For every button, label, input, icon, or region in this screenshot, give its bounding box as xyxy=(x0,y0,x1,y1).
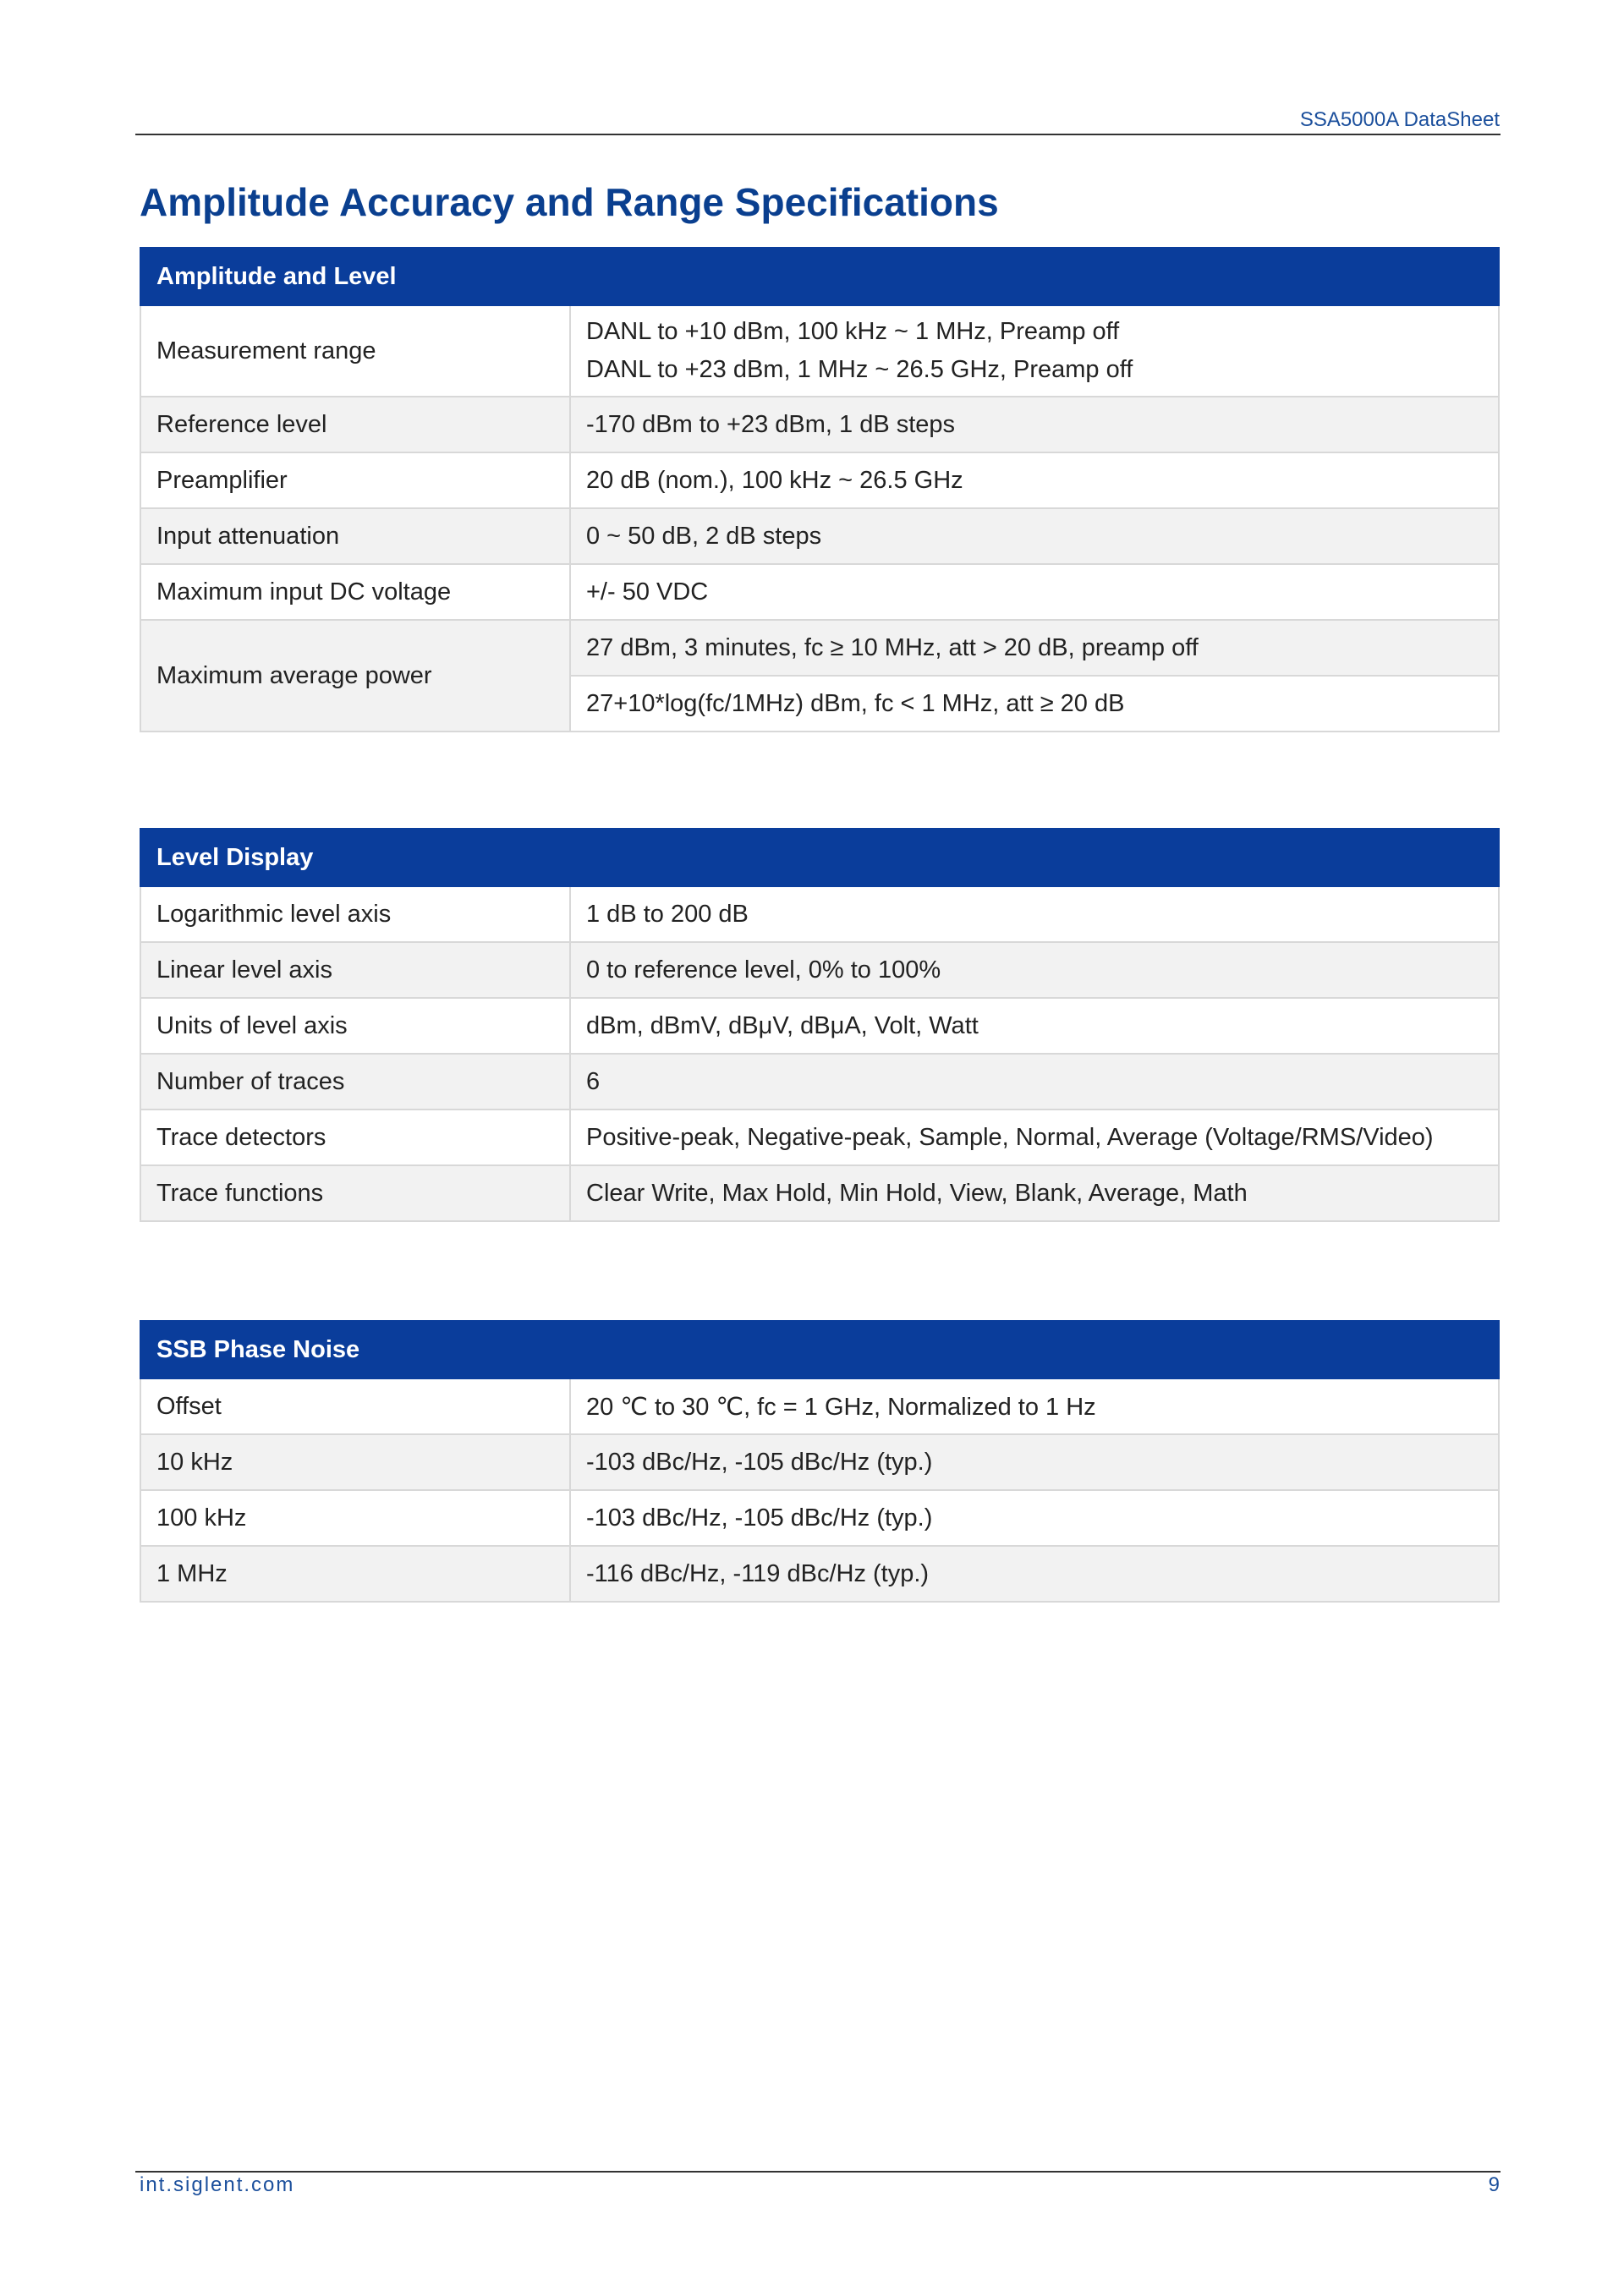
row-label: 10 kHz xyxy=(140,1434,570,1490)
row-value: -116 dBc/Hz, -119 dBc/Hz (typ.) xyxy=(570,1546,1499,1602)
row-label: Trace detectors xyxy=(140,1110,570,1165)
ssb-phase-noise-table xyxy=(140,1320,1500,1603)
table-row xyxy=(140,1434,1499,1490)
row-label: Number of traces xyxy=(140,1054,570,1110)
level-display-table xyxy=(140,828,1500,1222)
row-label: Preamplifier xyxy=(140,452,570,508)
footer-rule xyxy=(135,2171,1501,2173)
row-value: 0 to reference level, 0% to 100% xyxy=(570,942,1499,998)
row-label: 1 MHz xyxy=(140,1546,570,1602)
row-label: Trace functions xyxy=(140,1165,570,1221)
footer-website: int.siglent.com xyxy=(140,2173,295,2196)
table-row xyxy=(140,1054,1499,1110)
row-label: Input attenuation xyxy=(140,508,570,564)
row-label: Offset xyxy=(140,1378,570,1434)
row-value: 27+10*log(fc/1MHz) dBm, fc < 1 MHz, att ≥ 20 dB xyxy=(570,676,1499,732)
row-value: dBm, dBmV, dBμV, dBμA, Volt, Watt xyxy=(570,998,1499,1054)
row-label: Reference level xyxy=(140,397,570,452)
row-value: 6 xyxy=(570,1054,1499,1110)
table-row xyxy=(140,564,1499,620)
table-row xyxy=(140,620,1499,676)
value-line: DANL to +23 dBm, 1 MHz ~ 26.5 GHz, Preamp off xyxy=(586,356,1133,383)
row-value: 0 ~ 50 dB, 2 dB steps xyxy=(570,508,1499,564)
table-header-row xyxy=(140,829,1499,886)
row-value: -170 dBm to +23 dBm, 1 dB steps xyxy=(570,397,1499,452)
table-heading: Level Display xyxy=(140,829,1499,886)
table-row xyxy=(140,508,1499,564)
table-row xyxy=(140,305,1499,397)
row-label: Logarithmic level axis xyxy=(140,886,570,942)
table-heading: Amplitude and Level xyxy=(140,248,1499,305)
value-line: DANL to +10 dBm, 100 kHz ~ 1 MHz, Preamp off xyxy=(586,318,1120,345)
row-value: Clear Write, Max Hold, Min Hold, View, Blank, Average, Math xyxy=(570,1165,1499,1221)
row-value: +/- 50 VDC xyxy=(570,564,1499,620)
row-label: 100 kHz xyxy=(140,1490,570,1546)
table-row xyxy=(140,1546,1499,1602)
footer-page-number: 9 xyxy=(1488,2173,1500,2196)
row-label: Maximum input DC voltage xyxy=(140,564,570,620)
row-value: -103 dBc/Hz, -105 dBc/Hz (typ.) xyxy=(570,1490,1499,1546)
table-row xyxy=(140,942,1499,998)
table-row xyxy=(140,452,1499,508)
row-value: -103 dBc/Hz, -105 dBc/Hz (typ.) xyxy=(570,1434,1499,1490)
header-rule xyxy=(135,134,1501,135)
row-value: 20 dB (nom.), 100 kHz ~ 26.5 GHz xyxy=(570,452,1499,508)
page-title: Amplitude Accuracy and Range Specifications xyxy=(140,180,999,224)
table-header-row xyxy=(140,248,1499,305)
table-row xyxy=(140,1490,1499,1546)
row-label: Linear level axis xyxy=(140,942,570,998)
row-value: 20 ℃ to 30 ℃, fc = 1 GHz, Normalized to 1 Hz xyxy=(570,1378,1499,1434)
row-value: 27 dBm, 3 minutes, fc ≥ 10 MHz, att > 20 dB, preamp off xyxy=(570,620,1499,676)
table-row xyxy=(140,1110,1499,1165)
table-header-row xyxy=(140,1321,1499,1378)
table-row xyxy=(140,998,1499,1054)
table-row xyxy=(140,886,1499,942)
table-heading: SSB Phase Noise xyxy=(140,1321,1499,1378)
row-label: Maximum average power xyxy=(140,620,570,732)
row-label: Measurement range xyxy=(140,305,570,397)
row-value: 1 dB to 200 dB xyxy=(570,886,1499,942)
header-doc-title: SSA5000A DataSheet xyxy=(1299,108,1500,131)
row-label: Units of level axis xyxy=(140,998,570,1054)
row-value xyxy=(570,305,1499,397)
amplitude-level-table xyxy=(140,247,1500,732)
table-row xyxy=(140,397,1499,452)
row-value: Positive-peak, Negative-peak, Sample, Normal, Average (Voltage/RMS/Video) xyxy=(570,1110,1499,1165)
table-row xyxy=(140,1378,1499,1434)
table-row xyxy=(140,1165,1499,1221)
